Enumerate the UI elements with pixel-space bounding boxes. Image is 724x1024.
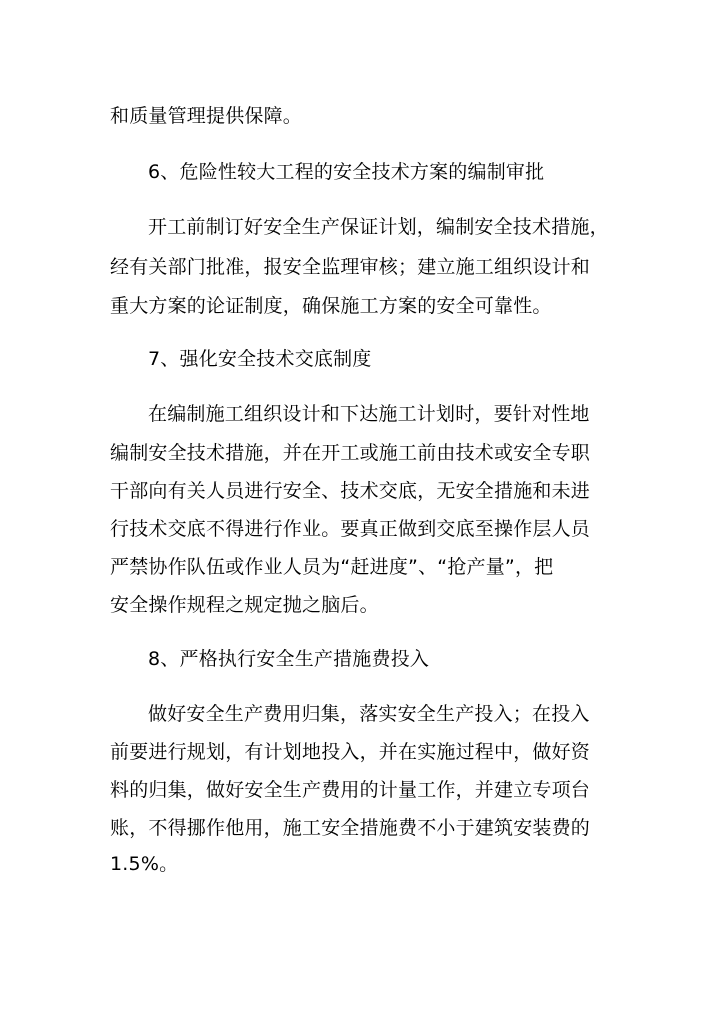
paragraph-line: 安全操作规程之规定抛之脑后。 [110, 594, 379, 616]
paragraph-line: 在编制施工组织设计和下达施工计划时，要针对性地 [148, 403, 590, 425]
paragraph-line: 严禁协作队伍或作业人员为“赶进度”、“抢产量”，把 [110, 556, 554, 578]
paragraph-line: 编制安全技术措施，并在开工或施工前由技术或安全专职 [110, 442, 591, 464]
paragraph-line: 经有关部门批准，报安全监理审核；建立施工组织设计和 [110, 256, 591, 278]
section-heading: 8、严格执行安全生产措施费投入 [148, 648, 430, 670]
paragraph-line: 做好安全生产费用归集，落实安全生产投入；在投入 [148, 703, 590, 725]
paragraph-line: 账，不得挪作他用，施工安全措施费不小于建筑安装费的 [110, 817, 591, 839]
paragraph-line: 开工前制订好安全生产保证计划，编制安全技术措施， [148, 216, 609, 238]
paragraph-line: 行技术交底不得进行作业。要真正做到交底至操作层人员 [110, 518, 591, 540]
section-heading: 6、危险性较大工程的安全技术方案的编制审批 [148, 161, 545, 183]
paragraph-line: 前要进行规划，有计划地投入，并在实施过程中，做好资 [110, 741, 591, 763]
paragraph-line: 干部向有关人员进行安全、技术交底，无安全措施和未进 [110, 480, 591, 502]
paragraph-line: 料的归集，做好安全生产费用的计量工作，并建立专项台 [110, 779, 591, 801]
paragraph-line: 1.5%。 [110, 853, 179, 875]
paragraph-line: 重大方案的论证制度，确保施工方案的安全可靠性。 [110, 295, 552, 317]
paragraph-line: 和质量管理提供保障。 [110, 105, 303, 127]
section-heading: 7、强化安全技术交底制度 [148, 348, 372, 370]
